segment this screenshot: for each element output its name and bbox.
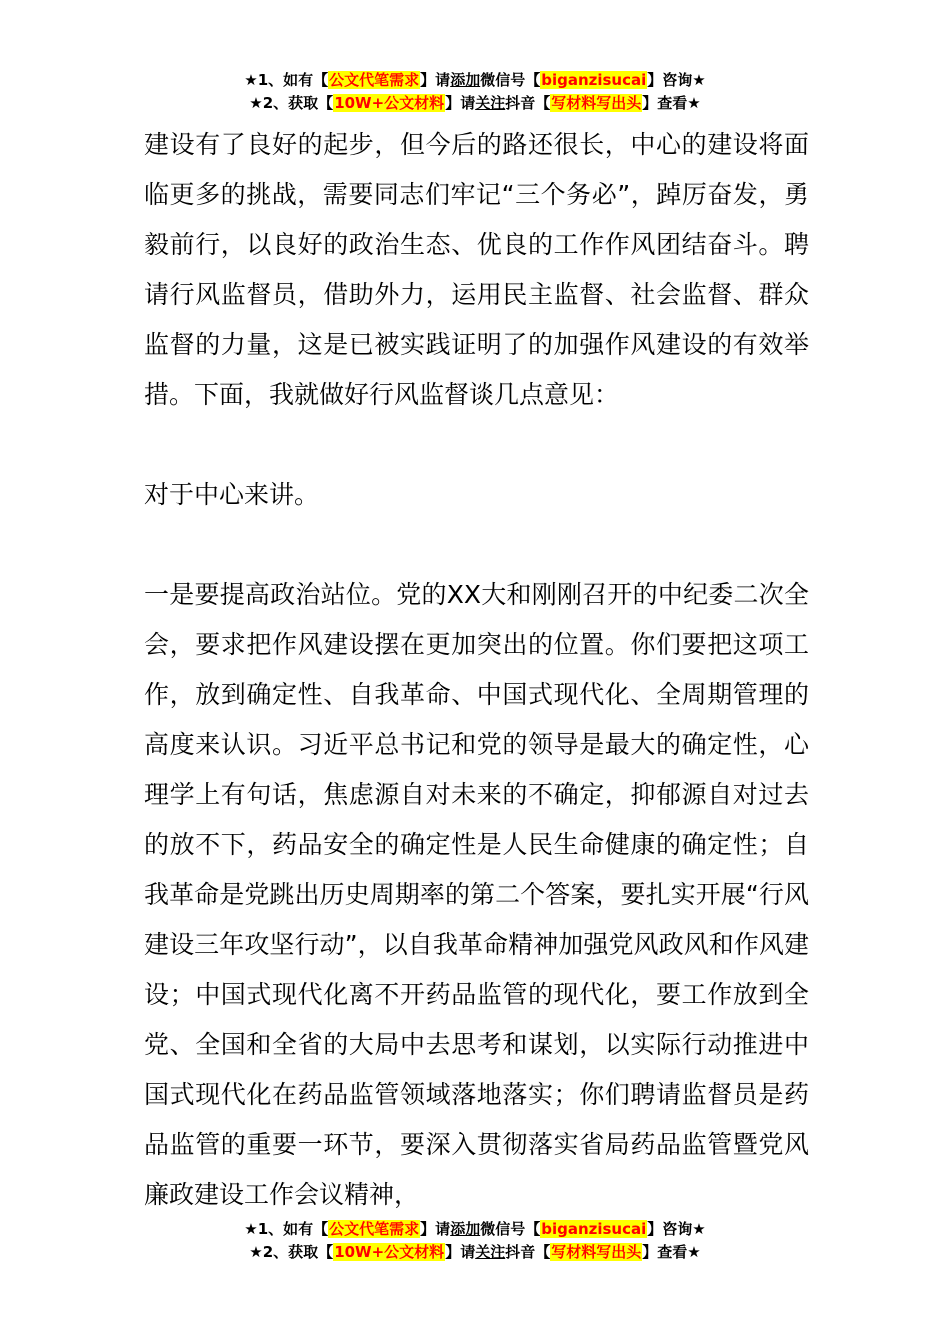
banner-text: 】查看★	[642, 1243, 701, 1261]
banner-text: 】请	[445, 94, 476, 112]
highlight-materials: 10W+公文材料	[334, 94, 445, 112]
banner-text: 】请	[420, 1220, 451, 1238]
banner-text: 】请	[445, 1243, 476, 1261]
highlight-service: 公文代笔需求	[329, 71, 420, 89]
banner-text: ★2、获取【	[249, 94, 334, 112]
paragraph-intro: 建设有了良好的起步，但今后的路还很长，中心的建设将面临更多的挑战，需要同志们牢记“三个务必”，踔厉奋发，勇毅前行，以良好的政治生态、优良的工作作风团结奋斗。聘请行风监督员，借助外力，运用民主监督、社会监督、群众监督的力量，这是已被实践证明了的加强作风建设的有效举措。下面，我就做好行风监督谈几点意见：	[144, 130, 809, 409]
highlight-douyin: 写材料写出头	[551, 1243, 642, 1261]
underlined-text: 关注	[475, 94, 506, 112]
paragraph-point-one: 一是要提高政治站位。党的XX大和刚刚召开的中纪委二次全会，要求把作风建设摆在更加突出的位置。你们要把这项工作，放到确定性、自我革命、中国式现代化、全周期管理的高度来认识。习近平总书记和党的领导是最大的确定性，心理学上有句话，焦虑源自对未来的不确定，抑郁源自对过去的放不下，药品安全的确定性是人民生命健康的确定性；自我革命是党跳出历史周期率的第二个答案，要扎实开展“行风建设三年攻坚行动”，以自我革命精神加强党风政风和作风建设；中国式现代化离不开药品监管的现代化，要工作放到全党、全国和全省的大局中去思考和谋划，以实际行动推进中国式现代化在药品监管领域落地落实；你们聘请监督员是药品监管的重要一环节，要深入贯彻落实省局药品监管暨党风廉政建设工作会议精神，	[144, 580, 809, 1209]
highlight-wechat-id: biganzisucai	[541, 1220, 647, 1238]
banner-text: ★2、获取【	[249, 1243, 334, 1261]
highlight-douyin: 写材料写出头	[551, 94, 642, 112]
paragraph-center: 对于中心来讲。	[144, 480, 320, 509]
banner-line-2	[0, 1241, 950, 1264]
paragraph-spacer	[144, 420, 809, 470]
document-body	[144, 120, 809, 1220]
underlined-text: 关注	[475, 1243, 506, 1261]
underlined-text: 添加	[450, 1220, 481, 1238]
banner-line-2	[0, 92, 950, 115]
paragraph-spacer	[144, 520, 809, 570]
banner-text: 】请	[420, 71, 451, 89]
banner-text: 】咨询★	[647, 71, 706, 89]
banner-line-1	[0, 1218, 950, 1241]
highlight-materials: 10W+公文材料	[334, 1243, 445, 1261]
banner-line-1	[0, 69, 950, 92]
banner-text: ★1、如有【	[244, 1220, 329, 1238]
header-banner	[0, 69, 950, 115]
banner-text: 抖音【	[505, 1243, 551, 1261]
banner-text: 】咨询★	[647, 1220, 706, 1238]
highlight-service: 公文代笔需求	[329, 1220, 420, 1238]
banner-text: 微信号【	[480, 1220, 541, 1238]
underlined-text: 添加	[450, 71, 481, 89]
highlight-wechat-id: biganzisucai	[541, 71, 647, 89]
banner-text: 】查看★	[642, 94, 701, 112]
banner-text: 抖音【	[505, 94, 551, 112]
banner-text: 微信号【	[480, 71, 541, 89]
banner-text: ★1、如有【	[244, 71, 329, 89]
footer-banner	[0, 1218, 950, 1264]
